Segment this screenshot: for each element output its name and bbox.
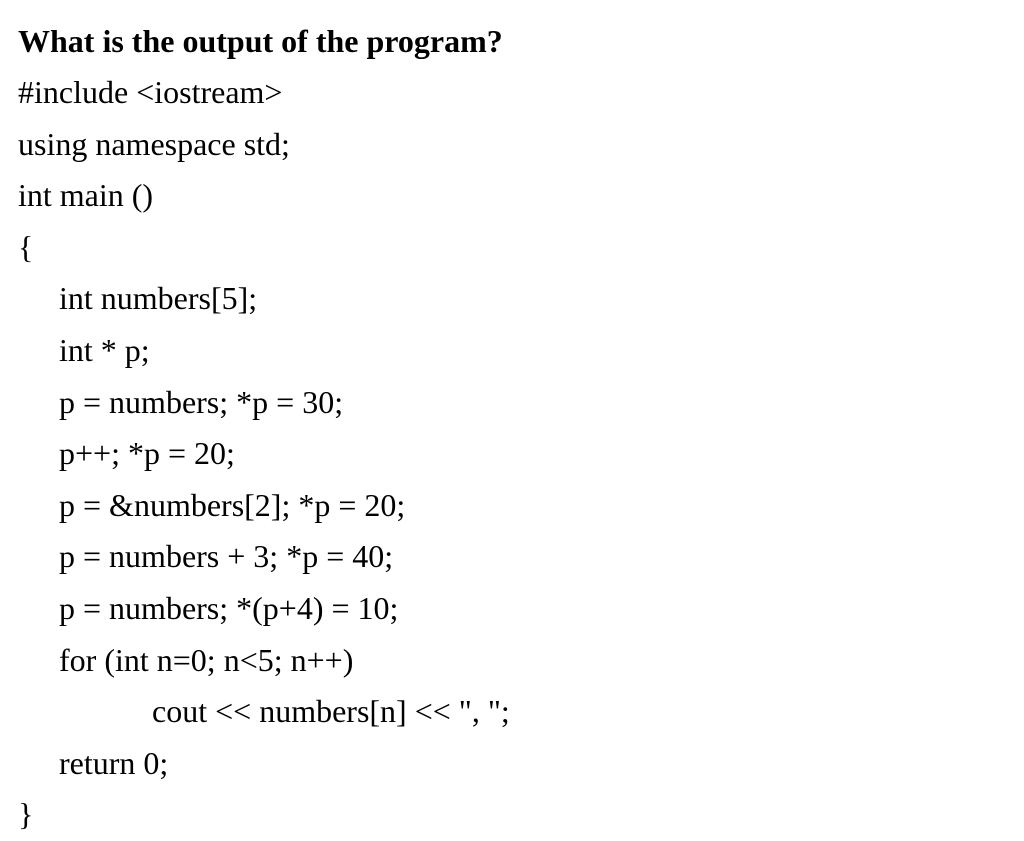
code-line-offset-deref: p = numbers; *(p+4) = 10; [59, 589, 399, 626]
code-line-using-namespace: using namespace std; [18, 125, 290, 162]
code-line-assign-first: p = numbers; *p = 30; [59, 383, 344, 420]
code-line-open-brace: { [18, 228, 34, 265]
code-line-main-signature: int main () [18, 177, 154, 214]
code-line-return: return 0; [59, 744, 169, 781]
document [18, 16, 510, 841]
code-line-address-of: p = &numbers[2]; *p = 20; [59, 486, 406, 523]
code-line-increment: p++; *p = 20; [59, 435, 235, 472]
question-heading: What is the output of the program? [18, 23, 503, 59]
code-line-cout: cout << numbers[n] << ", "; [152, 693, 510, 730]
code-line-close-brace: } [18, 796, 34, 833]
code-block [18, 67, 510, 841]
code-line-pointer-decl: int * p; [59, 331, 150, 368]
code-line-pointer-arith: p = numbers + 3; *p = 40; [59, 538, 394, 575]
code-line-array-decl: int numbers[5]; [59, 280, 258, 317]
code-line-for-loop: for (int n=0; n<5; n++) [59, 641, 354, 678]
code-line-include: #include <iostream> [18, 74, 283, 110]
